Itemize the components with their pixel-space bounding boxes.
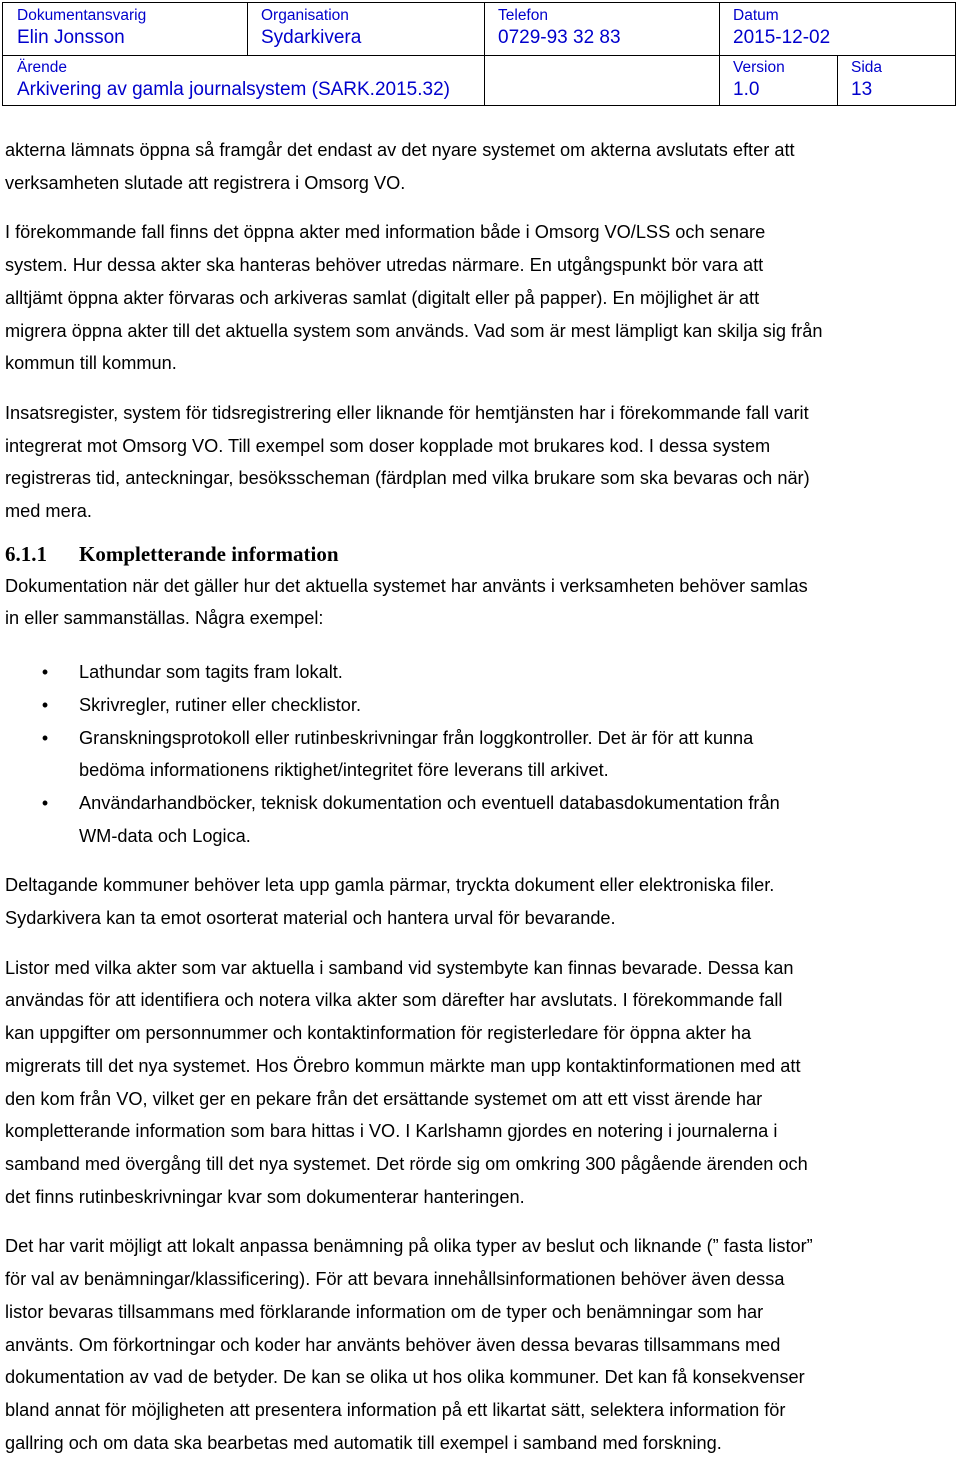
text-line: det finns rutinbeskrivningar kvar som dokumenterar hanteringen. [5,1186,525,1207]
section-title: Kompletterande information [79,541,339,566]
text-line: Sydarkivera kan ta emot osorterat material och hantera urval för bevarande. [5,908,616,929]
section-heading [5,538,955,570]
header-version [719,55,837,102]
header-value: 1.0 [733,79,760,100]
text-line: Lathundar som tagits fram lokalt. [79,662,343,683]
document-header [2,2,956,106]
header-label: Version [733,59,785,76]
text-line: dokumentation av vad de betyder. De kan se olika ut hos olika kommuner. Det kan få konsekvenser [5,1367,805,1388]
list-item [5,787,955,852]
text-line: migrerats till det nya systemet. Hos Örebro kommun märkte man upp kontaktinformationen med att [5,1055,801,1076]
list-item [5,689,955,722]
text-line: WM-data och Logica. [79,825,251,846]
header-phone [484,3,719,50]
header-label: Ärende [17,59,67,76]
text-line: Användarhandböcker, teknisk dokumentation och eventuell databasdokumentation från [79,792,780,813]
bullet-icon: • [41,662,49,683]
text-line: verksamheten slutade att registrera i Omsorg VO. [5,172,406,193]
text-line: Dokumentation när det gäller hur det aktuella systemet har använts i verksamheten behöver samlas [5,575,808,596]
text-line: migrera öppna akter till det aktuella system som används. Vad som är mest lämpligt kan skilja sig från [5,320,823,341]
header-label: Sida [851,59,883,76]
text-line: kompletterande information som bara hittas i VO. I Karlshamn gjordes en notering i journalerna i [5,1121,778,1142]
header-responsible [3,3,247,50]
paragraph [5,134,955,199]
text-line: kommun till kommun. [5,353,177,374]
header-case [3,55,719,102]
text-line: Listor med vilka akter som var aktuella i samband vid systembyte kan finnas bevarade. Dessa kan [5,957,794,978]
text-line: registreras tid, anteckningar, besöksscheman (färdplan med vilka brukare som ska bevaras och när) [5,468,810,489]
text-line: kan uppgifter om personnummer och kontaktinformation för registerledare för öppna akter ha [5,1023,752,1044]
text-line: med mera. [5,501,92,522]
header-value: 2015-12-02 [733,27,831,48]
text-line: system. Hur dessa akter ska hanteras behöver utredas närmare. En utgångspunkt bör vara att [5,255,764,276]
text-line: Skrivregler, rutiner eller checklistor. [79,694,362,715]
text-line: bland annat för möjligheten att presentera information på ett likartat sätt, selektera information för [5,1399,786,1420]
text-line: integrerat mot Omsorg VO. Till exempel som doser kopplade mot brukares kod. I dessa system [5,435,771,456]
text-line: listor bevaras tillsammans med förklarande information om de typer och benämningar som har [5,1301,764,1322]
text-line: för val av benämningar/klassificering). För att bevara innehållsinformationen behöver även dessa [5,1269,785,1290]
header-date [719,3,955,50]
list-item [5,722,955,787]
text-line: användas för att identifiera och notera vilka akter som därefter har avslutats. I förekommande fall [5,990,783,1011]
header-organisation [247,3,484,50]
paragraph [5,869,955,934]
paragraph [5,952,955,1214]
header-value: 0729-93 32 83 [498,27,621,48]
bullet-list [5,656,955,852]
header-value: Elin Jonsson [17,27,125,48]
header-value: 13 [851,79,873,100]
bullet-icon: • [41,727,49,748]
paragraph [5,570,955,635]
document-body [5,134,955,1459]
bullet-icon: • [41,694,49,715]
header-value: Sydarkivera [261,27,362,48]
header-label: Telefon [498,7,548,24]
text-line: alltjämt öppna akter förvaras och arkiveras samlat (digitalt eller på papper). En möjlighet är att [5,287,760,308]
bullet-icon: • [41,792,49,813]
text-line: Det har varit möjligt att lokalt anpassa benämning på olika typer av beslut och liknande (” fasta listor” [5,1236,813,1257]
paragraph [5,397,955,528]
text-line: Deltagande kommuner behöver leta upp gamla pärmar, tryckta dokument eller elektroniska filer. [5,875,775,896]
paragraph [5,1230,955,1459]
text-line: akterna lämnats öppna så framgår det endast av det nyare systemet om akterna avslutats efter att [5,140,795,160]
text-line: in eller sammanställas. Några exempel: [5,608,324,629]
text-line: den kom från VO, vilket ger en pekare från det ersättande systemet om att ett visst ärende har [5,1088,763,1109]
text-line: Granskningsprotokoll eller rutinbeskrivningar från loggkontroller. Det är för att kunna [79,727,754,748]
text-line: samband med övergång till det nya systemet. Det rörde sig om omkring 300 pågående ärenden och [5,1153,808,1174]
header-page-number [837,55,955,102]
list-item [5,656,955,689]
text-line: bedöma informationens riktighet/integritet före leverans till arkivet. [79,760,609,781]
text-line: använts. Om förkortningar och koder har använts behöver även dessa bevaras tillsammans med [5,1334,781,1355]
header-value: Arkivering av gamla journalsystem (SARK.2015.32) [17,79,450,100]
paragraph [5,216,955,380]
text-line: gallring och om data ska bearbetas med automatik till exempel i samband med forskning. [5,1432,722,1453]
section-number: 6.1.1 [5,541,47,566]
header-label: Organisation [261,7,349,24]
header-label: Datum [733,7,779,24]
text-line: I förekommande fall finns det öppna akter med information både i Omsorg VO/LSS och senare [5,222,766,243]
header-label: Dokumentansvarig [17,7,147,24]
text-line: Insatsregister, system för tidsregistrering eller liknande för hemtjänsten har i förekommande fall varit [5,402,809,423]
